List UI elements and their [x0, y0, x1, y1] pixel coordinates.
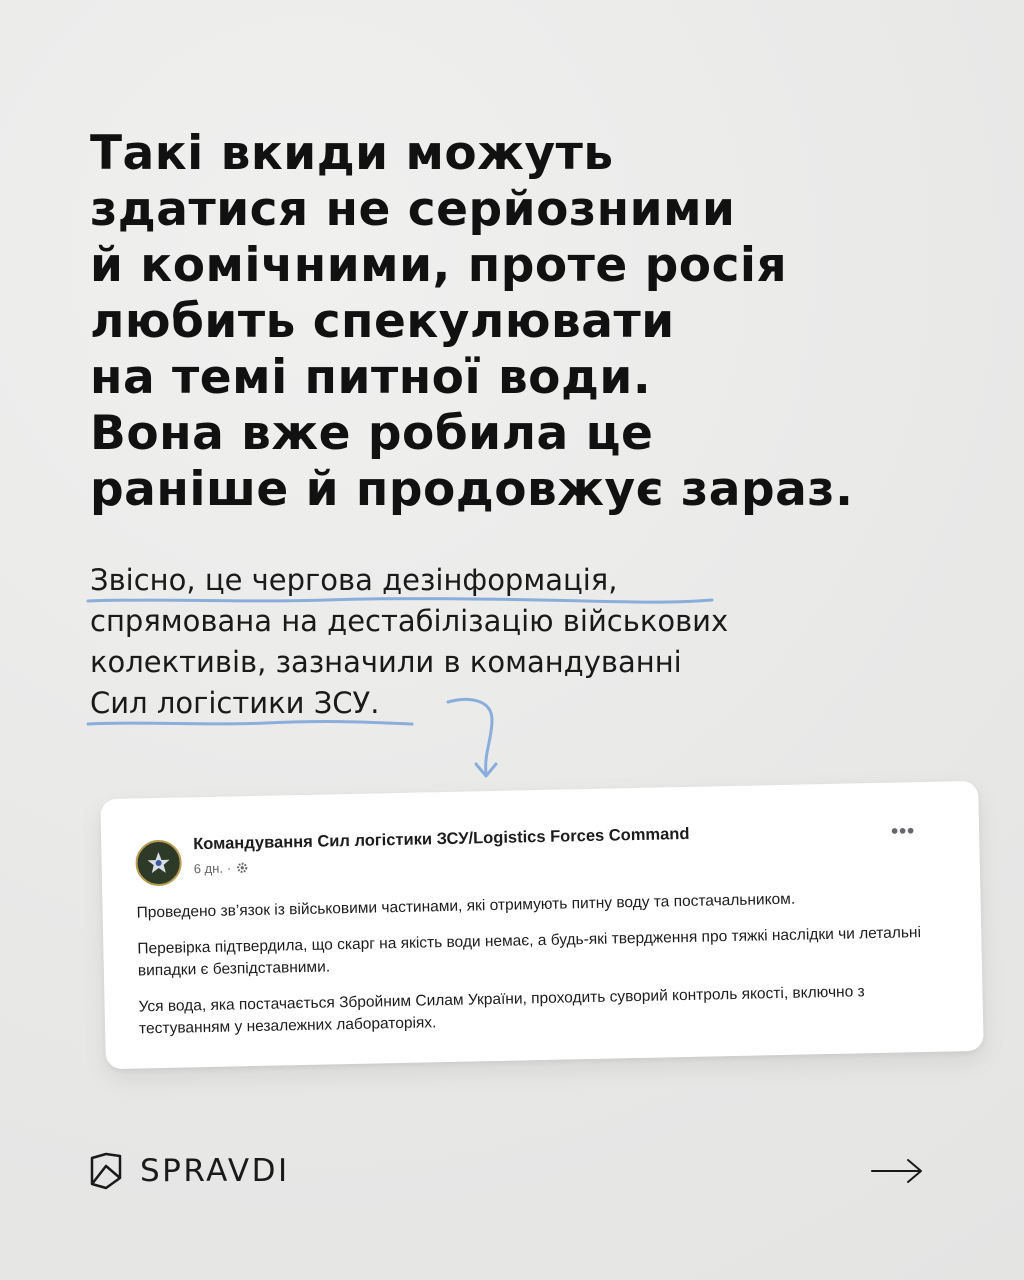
spravdi-logo-icon — [88, 1152, 124, 1190]
curved-arrow-icon — [440, 690, 510, 785]
post-time[interactable]: 6 дн. — [193, 860, 224, 877]
disinformation-link[interactable] — [90, 560, 617, 601]
emblem-icon — [143, 848, 174, 879]
arrow-right-icon[interactable] — [870, 1156, 924, 1186]
logistics-forces-link[interactable] — [90, 683, 370, 724]
underline-squiggle — [86, 718, 416, 730]
brand-name: SPRAVDI — [140, 1153, 290, 1189]
avatar[interactable] — [135, 840, 182, 887]
headline-line: Такі вкиди можуть — [90, 126, 614, 181]
headline-line: здатися не серйозними — [90, 182, 736, 237]
brand-logo[interactable] — [88, 1152, 290, 1190]
meta-separator: · — [226, 860, 232, 876]
post-paragraph: Уся вода, яка постачається Збройним Силам України, проходить суворий контроль якості, включно з тестуванням у незалежних лабораторіях. — [138, 983, 865, 1038]
headline — [90, 126, 950, 518]
post-meta — [194, 860, 249, 876]
more-options-icon[interactable]: ••• — [890, 820, 916, 843]
underline-squiggle — [86, 595, 716, 607]
headline-line: раніше й продовжує зараз. — [90, 462, 854, 517]
headline-line: на темі питної води. — [90, 350, 652, 405]
headline-line: й комічними, проте росія — [90, 238, 788, 293]
body-period: . — [370, 686, 380, 720]
gear-icon — [235, 861, 248, 874]
disinformation-link-text: Звісно, це чергова дезінформація, — [90, 563, 618, 597]
body-line: колективів, зазначили в командуванні — [90, 645, 682, 679]
headline-line: любить спекулювати — [90, 294, 675, 349]
post-body — [136, 885, 959, 1054]
facebook-post-card — [100, 781, 983, 1069]
post-paragraph: Перевірка підтвердила, що скарг на якість води немає, а будь-які твердження про тяжкі наслідки чи летальні випадки є безпідставними. — [137, 924, 922, 980]
post-author[interactable]: Командування Сил логістики ЗСУ/Logistics Forces Command — [193, 824, 690, 854]
logistics-forces-link-text: Сил логістики ЗСУ — [90, 686, 371, 720]
headline-line: Вона вже робила це — [90, 406, 654, 461]
post-paragraph: Проведено зв’язок із військовими частинами, які отримують питну воду та постачальником. — [136, 890, 796, 922]
body-line: спрямована на дестабілізацію військових — [90, 604, 729, 638]
